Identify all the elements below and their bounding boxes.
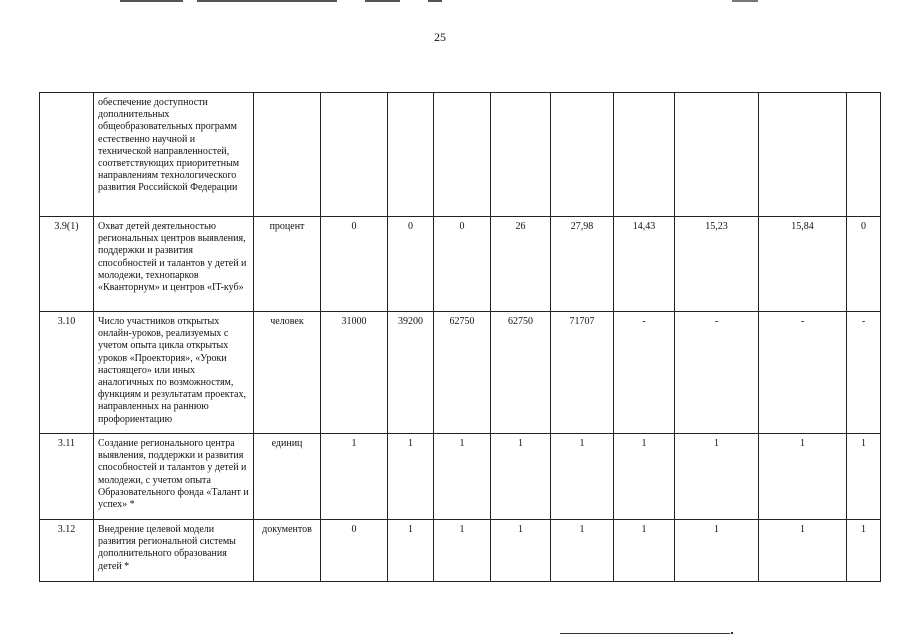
table-row xyxy=(40,312,881,434)
row-number-cell: 3.10 xyxy=(40,312,94,434)
signature-line xyxy=(560,633,730,634)
value-cell: 1 xyxy=(551,520,614,582)
value-cell: 31000 xyxy=(321,312,388,434)
value-cell: 1 xyxy=(434,520,491,582)
value-cell: 1 xyxy=(759,520,847,582)
value-cell: 26 xyxy=(491,217,551,312)
value-cell: 1 xyxy=(847,434,881,520)
value-cell xyxy=(388,93,434,217)
value-cell: 0 xyxy=(321,217,388,312)
value-cell: 1 xyxy=(675,434,759,520)
value-cell: 27,98 xyxy=(551,217,614,312)
value-cell: 62750 xyxy=(434,312,491,434)
value-cell: 1 xyxy=(675,520,759,582)
signature-line-end xyxy=(731,632,733,634)
unit-cell xyxy=(254,93,321,217)
value-cell: 1 xyxy=(321,434,388,520)
value-cell xyxy=(491,93,551,217)
indicator-name-cell: Внедрение целевой модели развития региональной системы дополнительного образования детей * xyxy=(94,520,254,582)
unit-cell: единиц xyxy=(254,434,321,520)
value-cell: 14,43 xyxy=(614,217,675,312)
value-cell: 15,23 xyxy=(675,217,759,312)
value-cell: 1 xyxy=(491,520,551,582)
unit-cell: документов xyxy=(254,520,321,582)
value-cell xyxy=(614,93,675,217)
value-cell: 0 xyxy=(847,217,881,312)
value-cell: 1 xyxy=(551,434,614,520)
value-cell: 1 xyxy=(388,434,434,520)
value-cell: 62750 xyxy=(491,312,551,434)
page-number: 25 xyxy=(434,30,446,44)
value-cell: 1 xyxy=(847,520,881,582)
row-number-cell: 3.12 xyxy=(40,520,94,582)
indicator-name-cell: обеспечение доступности дополнительных общеобразовательных программ естественно научной и технической направленностей, соответствующих приоритетным направлениям технологического развития Российской Федерации xyxy=(94,93,254,217)
row-number-cell: 3.11 xyxy=(40,434,94,520)
row-number-cell: 3.9(1) xyxy=(40,217,94,312)
indicator-name-cell: Создание регионального центра выявления, поддержки и развития способностей и талантов у детей и молодежи, с учетом опыта Образовательного фонда «Талант и успех» * xyxy=(94,434,254,520)
value-cell: 0 xyxy=(388,217,434,312)
value-cell xyxy=(759,93,847,217)
indicator-name-cell: Число участников открытых онлайн-уроков, реализуемых с учетом опыта цикла открытых уроков «Проектория», «Уроки настоящего» или иных аналогичных по возможностям, функциям и результатам проектах, направленных на раннюю профориентацию xyxy=(94,312,254,434)
row-number-cell xyxy=(40,93,94,217)
indicators-table xyxy=(39,92,881,582)
table-row xyxy=(40,217,881,312)
indicator-name-cell: Охват детей деятельностью региональных центров выявления, поддержки и развития способностей и талантов у детей и молодежи, технопарков «Кванторнум» и центров «IT-куб» xyxy=(94,217,254,312)
value-cell: 1 xyxy=(388,520,434,582)
unit-cell: процент xyxy=(254,217,321,312)
scan-artifact-line xyxy=(120,0,470,2)
table-row xyxy=(40,434,881,520)
table-row xyxy=(40,520,881,582)
value-cell: 15,84 xyxy=(759,217,847,312)
table-body xyxy=(40,93,881,582)
value-cell: 1 xyxy=(614,520,675,582)
value-cell xyxy=(847,93,881,217)
value-cell: 71707 xyxy=(551,312,614,434)
value-cell: 39200 xyxy=(388,312,434,434)
table-row xyxy=(40,93,881,217)
value-cell: 1 xyxy=(614,434,675,520)
value-cell: 0 xyxy=(434,217,491,312)
value-cell xyxy=(434,93,491,217)
value-cell: 1 xyxy=(434,434,491,520)
value-cell: - xyxy=(847,312,881,434)
value-cell xyxy=(675,93,759,217)
value-cell: 0 xyxy=(321,520,388,582)
unit-cell: человек xyxy=(254,312,321,434)
value-cell: - xyxy=(759,312,847,434)
value-cell: - xyxy=(614,312,675,434)
value-cell: 1 xyxy=(491,434,551,520)
value-cell: - xyxy=(675,312,759,434)
value-cell: 1 xyxy=(759,434,847,520)
value-cell xyxy=(551,93,614,217)
value-cell xyxy=(321,93,388,217)
scan-artifact-line xyxy=(732,0,758,2)
